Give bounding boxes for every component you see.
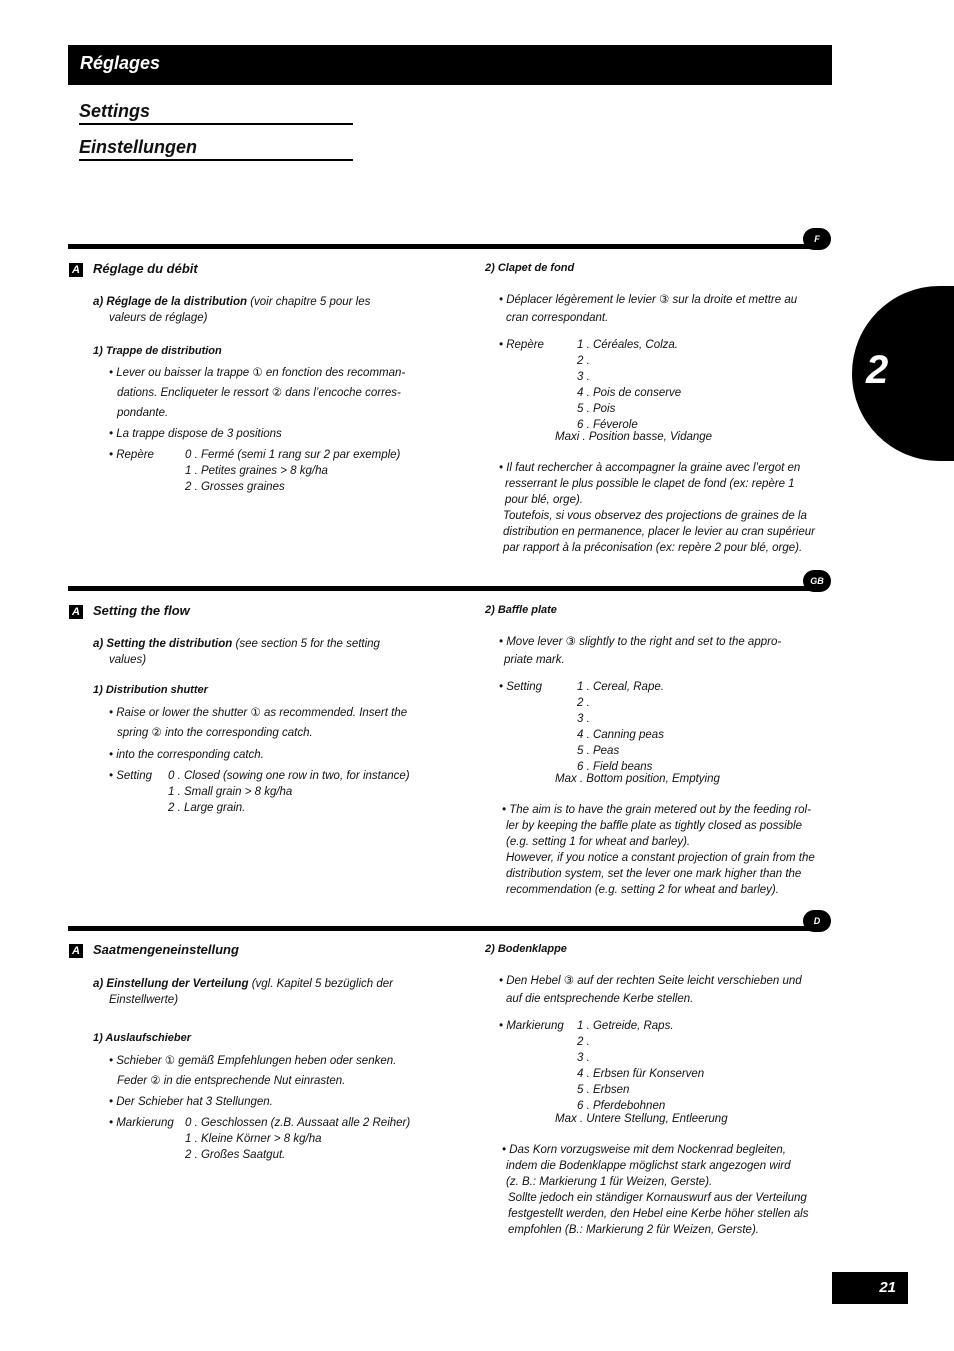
section-title-fr: Réglage du débit	[93, 261, 198, 276]
markierung2-max-de: Max . Untere Stellung, Entleerung	[555, 1113, 728, 1125]
subtitle-einstellungen: Einstellungen	[79, 137, 353, 161]
bullet-2-fr: • La trappe dispose de 3 positions	[109, 428, 282, 440]
paragraph-a-gb: a) Setting the distribution (see section 5 for the setting values)	[93, 638, 380, 666]
setting2-list-gb: 1 . Cereal, Rape. 2 . 3 . 4 . Canning peas 5 . Peas 6 . Field beans	[577, 681, 664, 773]
title-bar	[68, 45, 832, 85]
subheading-1-fr: 1) Trappe de distribution	[93, 345, 222, 357]
repere-list-fr: 0 . Fermé (semi 1 rang sur 2 par exemple) 1 . Petites graines > 8 kg/ha 2 . Grosses graines	[185, 449, 401, 493]
section-rule-de	[68, 926, 812, 931]
section-rule-fr	[68, 244, 812, 249]
repere2-list-fr: 1 . Céréales, Colza. 2 . 3 . 4 . Pois de conserve 5 . Pois 6 . Féverole	[577, 339, 682, 431]
markierung2-list-de: 1 . Getreide, Raps. 2 . 3 . 4 . Erbsen für Konserven 5 . Erbsen 6 . Pferdebohnen	[577, 1020, 705, 1112]
note-fr: • Il faut rechercher à accompagner la graine avec l’ergot en resserrant le plus possible le clapet de fond (ex: repère 1 pour blé, orge). Toutefois, si vous observez des projections de graines de la distribution en permanence, placer le levier au cran supérieur par rapport à la préconisation (ex: repère 2 pour blé, orge).	[499, 462, 815, 554]
bullet-2-de: • Der Schieber hat 3 Stellungen.	[109, 1096, 273, 1108]
repere2-label-fr: • Repère	[499, 339, 544, 351]
setting-label-gb: • Setting	[109, 770, 153, 782]
subheading-1-gb: 1) Distribution shutter	[93, 684, 208, 696]
lang-badge-fr: F	[803, 228, 831, 250]
setting2-label-gb: • Setting	[499, 681, 543, 693]
bullet-1-fr: • Lever ou baisser la trappe ① en fonction des recomman- dations. Encliqueter le ressort ② dans l’encoche corres- pondante.	[109, 367, 406, 419]
paragraph-a-de: a) Einstellung der Verteilung (vgl. Kapitel 5 bezüglich der Einstellwerte)	[93, 978, 393, 1006]
setting-list-gb: 0 . Closed (sowing one row in two, for instance) 1 . Small grain > 8 kg/ha 2 . Large grain.	[168, 770, 410, 814]
note-de: • Das Korn vorzugsweise mit dem Nockenrad begleiten, indem die Bodenklappe möglichst stark angezogen wird (z. B.: Markierung 1 für Weizen, Gerste). Sollte jedoch ein ständiger Kornauswurf aus der Verteilung festgestellt werden, den Hebel eine Kerbe höher stellen als empfohlen (B.: Markierung 2 für Weizen, Gerste).	[502, 1144, 809, 1236]
section-title-gb: Setting the flow	[93, 603, 190, 618]
section-marker-fr: A	[69, 263, 83, 277]
bullet-3-gb: • Move lever ③ slightly to the right and set to the appro- priate mark.	[499, 636, 782, 666]
section-title-de: Saatmengeneinstellung	[93, 942, 239, 957]
page-number: 21	[879, 1279, 896, 1296]
bullet-1-de: • Schieber ① gemäß Empfehlungen heben oder senken. Feder ② in die entsprechende Nut einrasten.	[109, 1055, 397, 1087]
page-title: Réglages	[80, 53, 161, 73]
markierung2-label-de: • Markierung	[499, 1020, 564, 1032]
paragraph-a-fr: a) Réglage de la distribution (voir chapitre 5 pour les valeurs de réglage)	[93, 296, 371, 324]
note-gb: • The aim is to have the grain metered out by the feeding rol- ler by keeping the baffle plate as tightly closed as possible (e.g. setting 1 for wheat and barley). However, if you notice a constant projection of grain from the distribution system, set the lever one mark higher than the recommendation (e.g. setting 2 for wheat and barley).	[502, 804, 815, 896]
chapter-tab	[852, 286, 954, 461]
lang-badge-gb: GB	[803, 570, 831, 592]
repere2-maxi-fr: Maxi . Position basse, Vidange	[555, 431, 713, 443]
subheading-1-de: 1) Auslaufschieber	[93, 1032, 192, 1044]
page-number-box	[832, 1272, 908, 1304]
subheading-2-fr: 2) Clapet de fond	[485, 262, 575, 274]
subheading-2-gb: 2) Baffle plate	[485, 604, 557, 616]
section-marker-de: A	[69, 944, 83, 958]
subheading-2-de: 2) Bodenklappe	[485, 943, 567, 955]
chapter-number: 2	[866, 348, 889, 392]
section-rule-gb	[68, 586, 812, 591]
setting2-max-gb: Max . Bottom position, Emptying	[555, 773, 720, 785]
repere-label-fr: • Repère	[109, 449, 154, 461]
bullet-1-gb: • Raise or lower the shutter ① as recommended. Insert the spring ② into the corresponding catch.	[109, 707, 408, 739]
bullet-2-gb: • into the corresponding catch.	[109, 749, 264, 761]
lang-badge-de: D	[803, 910, 831, 932]
section-marker-gb: A	[69, 605, 83, 619]
markierung-label-de: • Markierung	[109, 1117, 174, 1129]
bullet-3-de: • Den Hebel ③ auf der rechten Seite leicht verschieben und auf die entsprechende Kerbe stellen.	[499, 975, 802, 1005]
bullet-3-fr: • Déplacer légèrement le levier ③ sur la droite et mettre au cran correspondant.	[499, 294, 798, 324]
subtitle-settings: Settings	[79, 101, 353, 125]
markierung-list-de: 0 . Geschlossen (z.B. Aussaat alle 2 Reiher) 1 . Kleine Körner > 8 kg/ha 2 . Großes Saatgut.	[185, 1117, 411, 1161]
